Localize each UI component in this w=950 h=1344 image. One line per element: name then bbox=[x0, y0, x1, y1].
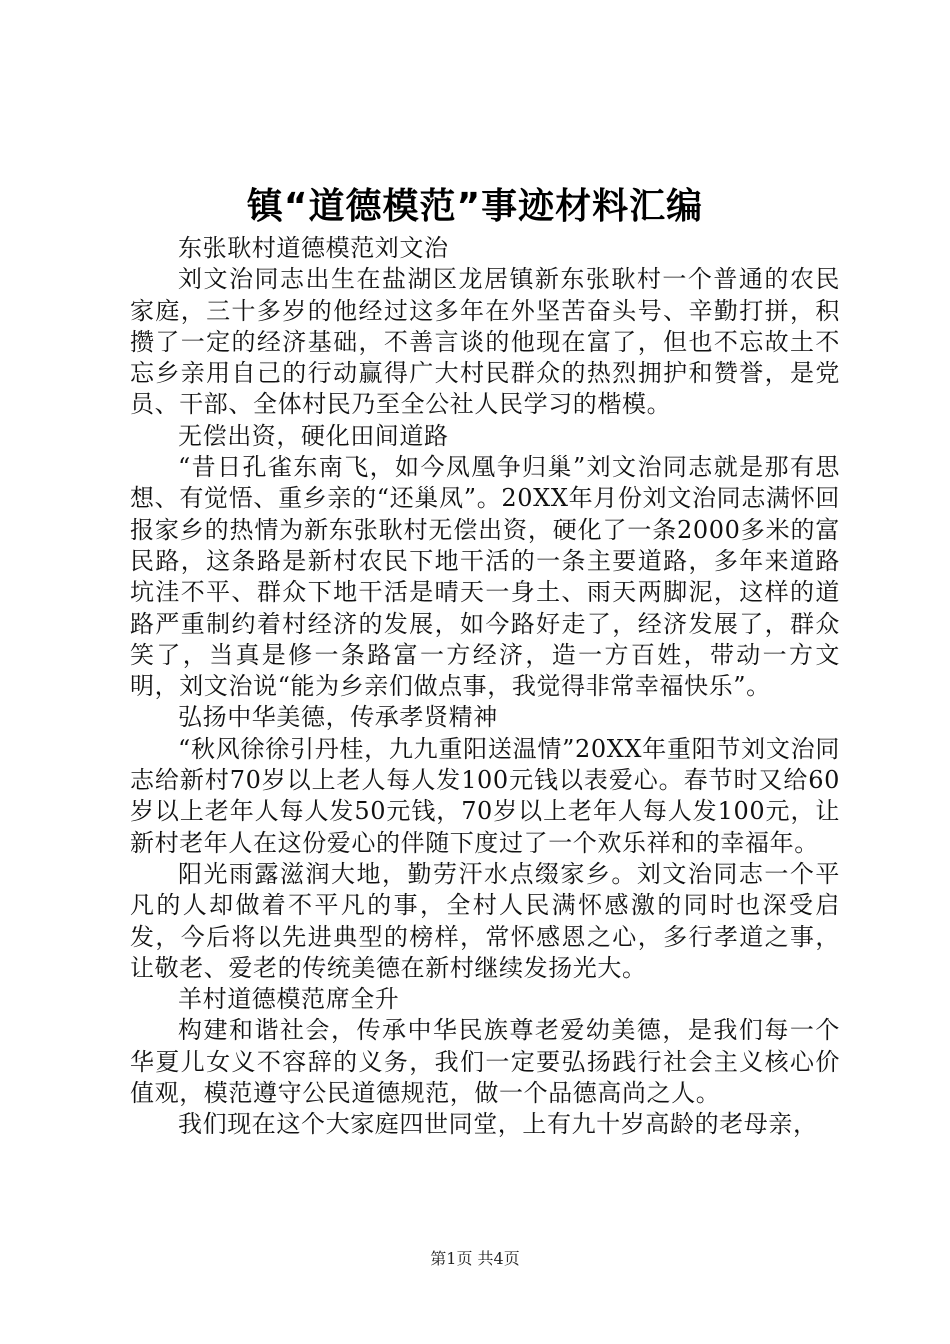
paragraph: “昔日孔雀东南飞，如今凤凰争归巢”刘文治同志就是那有思想、有觉悟、重乡亲的“还巢凤”。20XX年月份刘文治同志满怀回报家乡的热情为新东张耿村无偿出资，硬化了一条2000多米的富民路，这条路是新村农民下地干活的一条主要道路，多年来道路坑洼不平、群众下地干活是晴天一身土、雨天两脚泥，这样的道路严重制约着村经济的发展，如今路好走了，经济发展了，群众笑了，当真是修一条路富一方经济，造一方百姓，带动一方文明，刘文治说“能为乡亲们做点事，我觉得非常幸福快乐”。 bbox=[130, 453, 840, 701]
paragraph: 东张耿村道德模范刘文治 bbox=[178, 234, 449, 262]
paragraph: 羊村道德模范席全升 bbox=[178, 985, 400, 1014]
paragraph: 我们现在这个大家庭四世同堂，上有九十岁高龄的老母亲， bbox=[178, 1110, 818, 1139]
paragraph: 构建和谐社会，传承中华民族尊老爱幼美德，是我们每一个华夏儿女义不容辞的义务，我们一定要弘扬践行社会主义核心价值观，模范遵守公民道德规范，做一个品德高尚之人。 bbox=[130, 1016, 840, 1108]
paragraph: 无偿出资，硬化田间道路 bbox=[178, 421, 449, 450]
document-body bbox=[130, 233, 840, 1141]
document-title: 镇“道德模范”事迹材料汇编 bbox=[246, 186, 704, 227]
paragraph: 刘文治同志出生在盐湖区龙居镇新东张耿村一个普通的农民家庭，三十多岁的他经过这多年在外坚苦奋头号、辛勤打拼，积攒了一定的经济基础，不善言谈的他现在富了，但也不忘故土不忘乡亲用自己的行动赢得广大村民群众的热烈拥护和赞誉，是党员、干部、全体村民乃至全公社人民学习的楷模。 bbox=[130, 265, 840, 419]
paragraph: “秋风徐徐引丹桂，九九重阳送温情”20XX年重阳节刘文治同志给新村70岁以上老人每人发100元钱以表爱心。春节时又给60岁以上老年人每人发50元钱，70岁以上老年人每人发100元，让新村老年人在这份爱心的伴随下度过了一个欢乐祥和的幸福年。 bbox=[130, 734, 840, 857]
paragraph: 阳光雨露滋润大地，勤劳汗水点缀家乡。刘文治同志一个平凡的人却做着不平凡的事，全村人民满怀感激的同时也深受启发，今后将以先进典型的榜样，常怀感恩之心，多行孝道之事，让敬老、爱老的传统美德在新村继续发扬光大。 bbox=[130, 859, 840, 982]
paragraph: 弘扬中华美德，传承孝贤精神 bbox=[178, 703, 498, 732]
page-footer: 第1页 共4页 bbox=[430, 1249, 520, 1268]
